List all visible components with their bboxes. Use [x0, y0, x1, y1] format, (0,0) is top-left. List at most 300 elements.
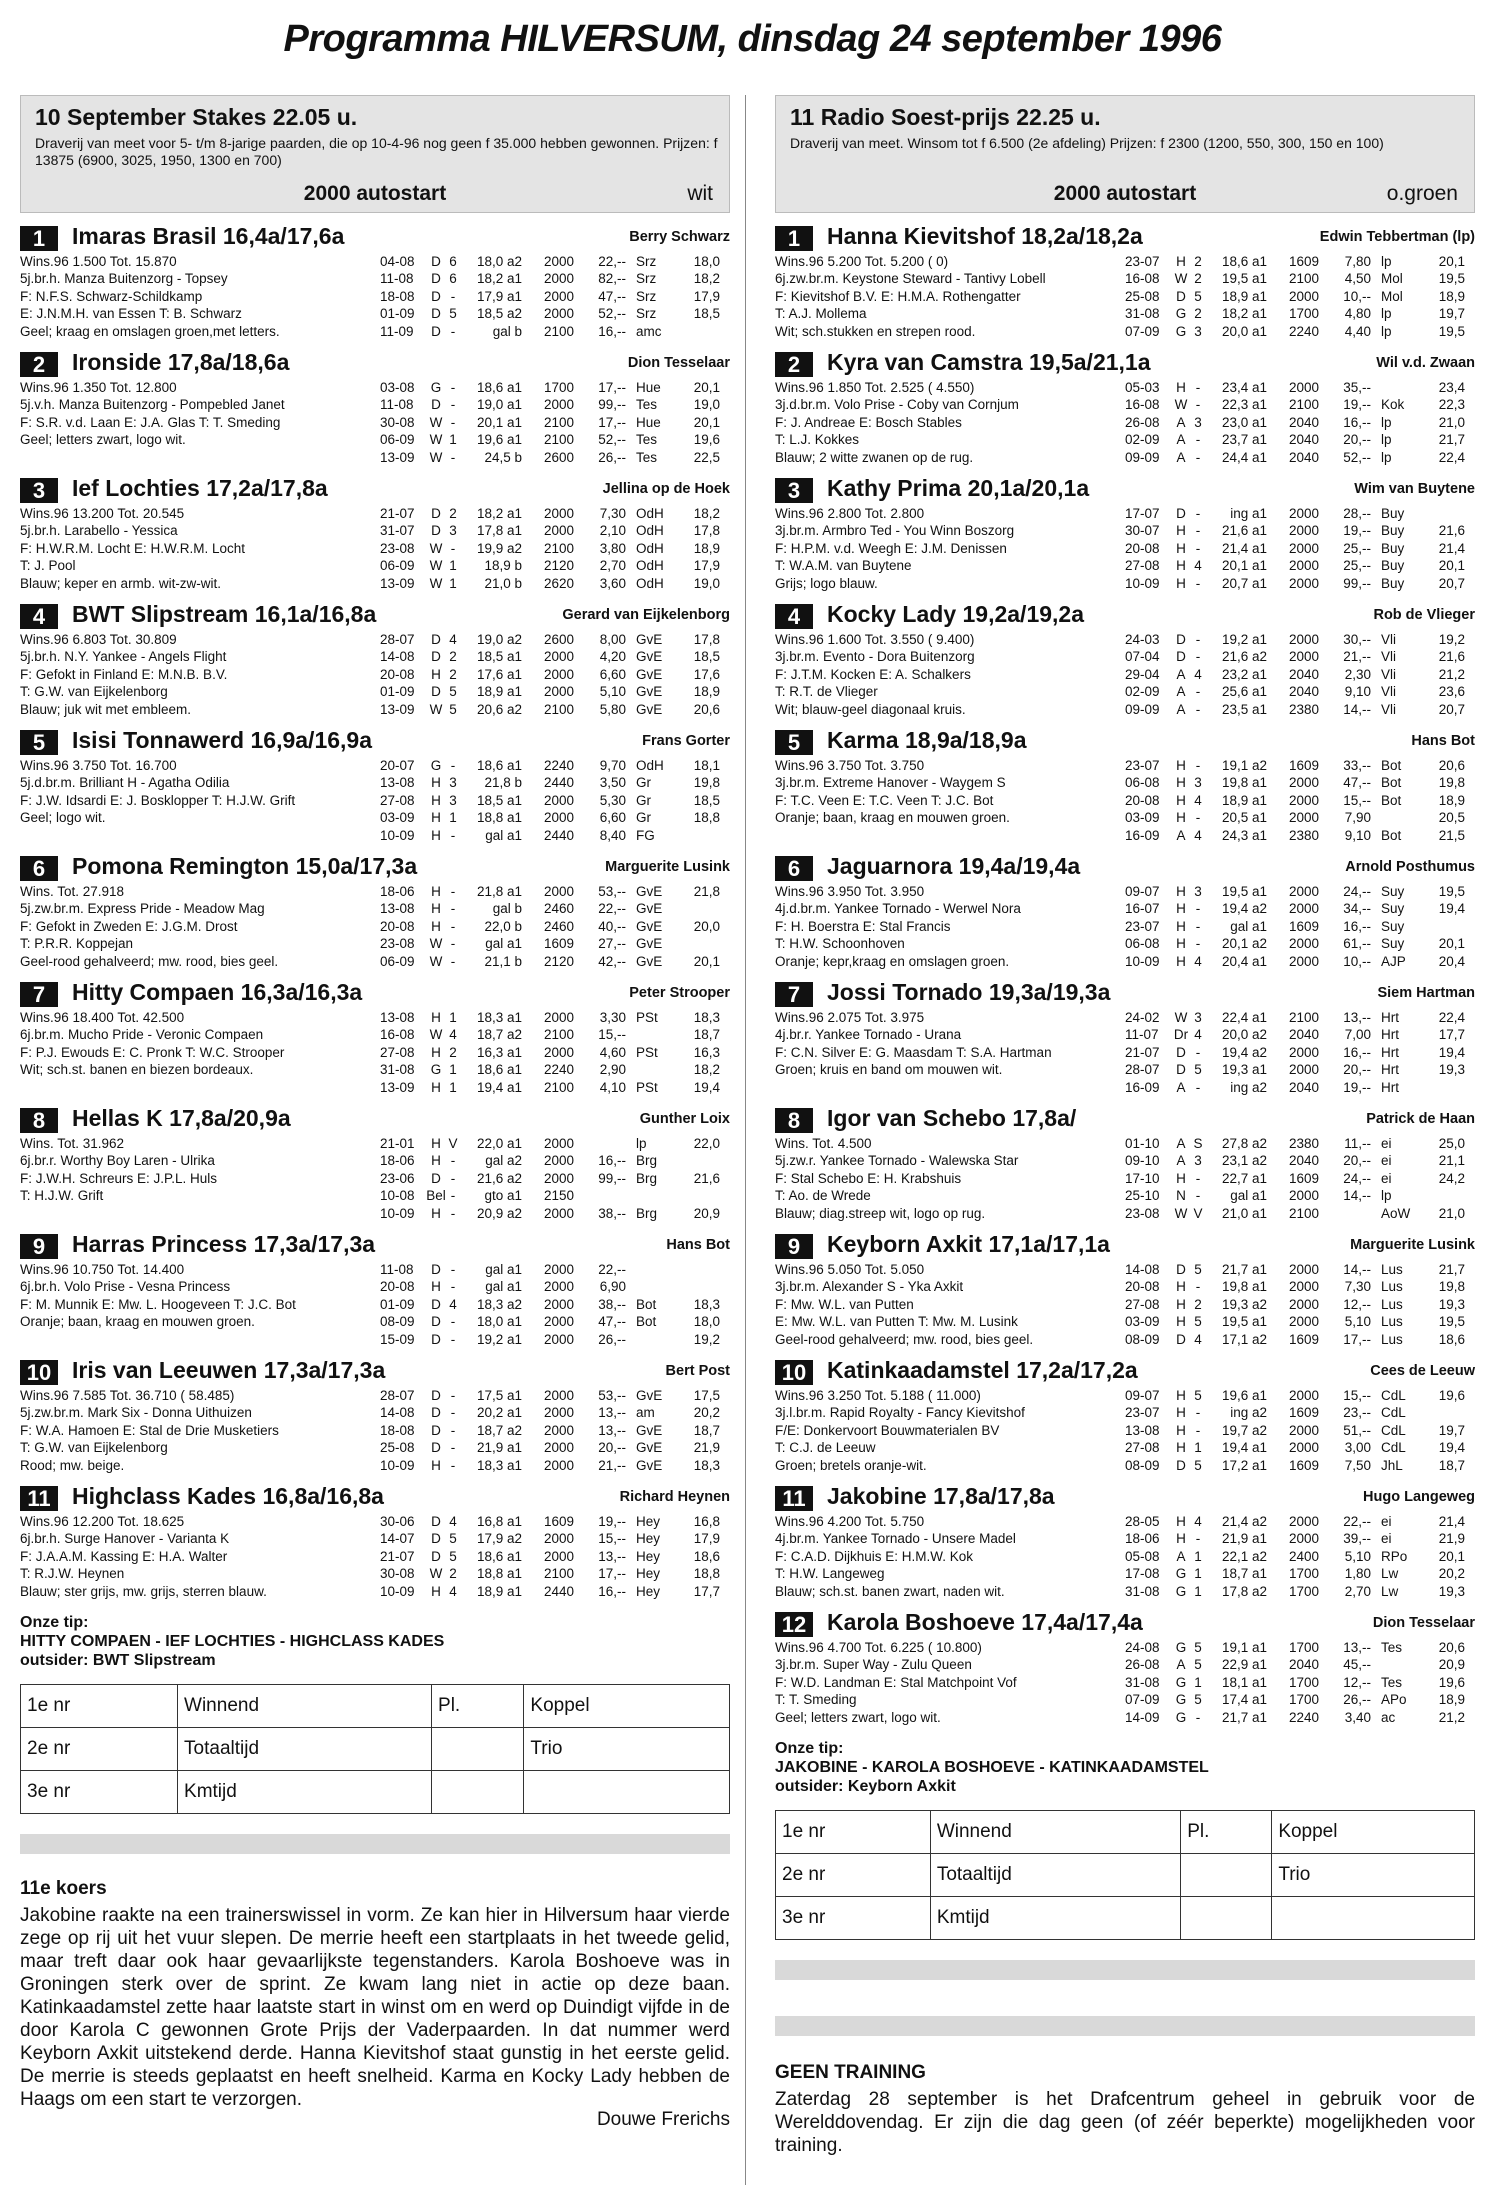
form-cell: 2000	[1288, 810, 1319, 826]
form-cell: 22,0	[693, 1136, 720, 1151]
form-cell: -	[1195, 540, 1201, 556]
form-cell: -	[1195, 1079, 1201, 1095]
form-row	[380, 522, 730, 539]
info-line: Wins.96 3.750 Tot. 16.700	[20, 758, 177, 773]
form-cell: 5,10	[1344, 1548, 1371, 1564]
info-line: F: J. Andreae E: Bosch Stables	[775, 414, 962, 430]
form-table	[380, 757, 730, 844]
bet-cell[interactable]	[1181, 1897, 1272, 1940]
horse-entry	[775, 1105, 1475, 1231]
form-cell: 19,5	[1438, 271, 1465, 287]
form-cell: H	[1176, 884, 1186, 899]
notice-title: GEEN TRAINING	[775, 2062, 926, 2083]
info-line: T: Ao. de Wrede	[775, 1188, 871, 1204]
form-cell: 2,90	[599, 1062, 626, 1078]
form-cell: 47,--	[598, 288, 626, 304]
form-row	[380, 900, 730, 917]
form-cell: -	[450, 953, 456, 969]
form-cell: 26-08	[1125, 414, 1160, 430]
horse-entry	[20, 853, 730, 979]
form-cell: 19,--	[598, 1514, 626, 1529]
form-cell: CdL	[1381, 1405, 1406, 1421]
form-cell: ei	[1381, 1170, 1392, 1186]
form-cell: 22,--	[598, 901, 626, 917]
form-cell: 20,1	[1438, 936, 1465, 952]
form-cell: 21,2	[1438, 1709, 1465, 1725]
form-cell: 18,6 a1	[1221, 254, 1267, 269]
form-cell: 2240	[543, 1062, 574, 1078]
form-cell: PSt	[636, 1079, 658, 1095]
form-cell: OdH	[636, 758, 664, 773]
form-cell: 01-10	[1125, 1136, 1160, 1151]
form-cell: 19,7	[1438, 1422, 1465, 1438]
form-row	[380, 1583, 730, 1600]
race-distance: 2000 autostart	[303, 182, 447, 205]
form-cell: -	[450, 1188, 456, 1204]
form-cell: -	[1195, 1170, 1201, 1186]
form-cell: 10,--	[1343, 953, 1371, 969]
form-row	[380, 792, 730, 809]
form-cell: 03-08	[380, 380, 415, 395]
form-cell: 21,6	[1438, 523, 1465, 539]
form-row	[380, 1439, 730, 1456]
form-cell: V	[448, 1136, 458, 1151]
info-line: Wins.96 5.200 Tot. 5.200 ( 0)	[775, 254, 949, 269]
bet-cell[interactable]: 3e nr	[21, 1771, 178, 1814]
form-cell: 22,4 a1	[1221, 1010, 1267, 1025]
form-cell: 61,--	[1343, 936, 1371, 952]
bet-cell[interactable]: Winnend	[178, 1685, 432, 1728]
form-cell: 4	[1194, 666, 1202, 682]
form-cell: 2000	[1288, 558, 1319, 574]
form-cell: 17,8	[693, 523, 720, 539]
form-cell: 25-10	[1125, 1188, 1160, 1204]
info-line: Groen; kruis en band om mouwen wit.	[775, 1062, 1003, 1078]
form-cell: 16-09	[1125, 827, 1160, 843]
form-cell: 22,4	[1438, 1010, 1465, 1025]
form-cell: 2000	[543, 1531, 574, 1547]
form-cell: W	[429, 558, 443, 574]
form-cell: Srz	[636, 288, 657, 304]
divider-bar	[775, 1960, 1475, 1980]
form-cell: -	[1195, 1044, 1201, 1060]
form-cell: 6,60	[599, 810, 626, 826]
form-cell: 1	[449, 810, 457, 826]
start-number: 6	[20, 856, 58, 881]
form-cell: 19,2	[693, 1331, 720, 1347]
form-cell: H	[431, 1136, 441, 1151]
form-cell: Tes	[1381, 1674, 1403, 1690]
form-cell: 2440	[543, 827, 574, 843]
form-cell: 99,--	[598, 1170, 626, 1186]
form-cell: 18,0	[693, 1314, 720, 1330]
bet-cell[interactable]: Winnend	[930, 1811, 1180, 1854]
form-cell: H	[431, 827, 441, 843]
form-cell: 2380	[1288, 1136, 1319, 1151]
bet-cell[interactable]	[1181, 1854, 1272, 1897]
form-cell: 18,7	[693, 1027, 720, 1043]
form-cell: 25,6 a1	[1221, 684, 1267, 700]
form-cell: D	[1176, 506, 1186, 521]
horse-entry	[775, 223, 1475, 349]
form-row	[380, 305, 730, 322]
form-cell: 2	[1194, 306, 1202, 322]
form-cell: 17,9 a1	[476, 288, 522, 304]
form-cell: 14-08	[1125, 1262, 1160, 1277]
form-cell: D	[1176, 1331, 1186, 1347]
form-cell	[1425, 1187, 1465, 1204]
form-cell: 10-09	[380, 1457, 415, 1473]
form-cell: 26-08	[1125, 1657, 1160, 1673]
form-cell	[680, 1152, 720, 1169]
form-cell: 2	[1194, 254, 1202, 269]
form-cell: 21,0 a1	[1221, 1205, 1267, 1221]
form-cell: 2040	[1288, 666, 1319, 682]
bet-cell[interactable]	[432, 1771, 524, 1814]
form-cell: -	[1195, 1531, 1201, 1547]
bet-cell[interactable]: Pl.	[1181, 1811, 1272, 1854]
bet-cell[interactable]: Koppel	[1272, 1811, 1475, 1854]
form-row	[1125, 953, 1475, 970]
tip-outsider: outsider: BWT Slipstream	[20, 1652, 216, 1669]
form-cell: 2040	[1288, 449, 1319, 465]
form-cell: 19,4	[693, 1079, 720, 1095]
driver-name: Wil v.d. Zwaan	[1376, 355, 1475, 371]
form-cell: 1609	[1288, 254, 1319, 269]
info-line: E: Mw. W.L. van Putten T: Mw. M. Lusink	[775, 1314, 1018, 1330]
form-cell: Gr	[636, 792, 651, 808]
form-cell: 18,0 a2	[476, 254, 522, 269]
form-cell: 2040	[1288, 414, 1319, 430]
form-row	[1125, 809, 1475, 826]
form-cell: 2120	[543, 558, 574, 574]
form-cell: 09-09	[1125, 449, 1160, 465]
info-line: F: T.C. Veen E: T.C. Veen T: J.C. Bot	[775, 792, 994, 808]
form-cell: 19,8	[1438, 1279, 1465, 1295]
form-table	[380, 1513, 730, 1600]
form-cell: 21-07	[380, 506, 415, 521]
form-cell: 1	[1194, 1548, 1202, 1564]
form-cell: 18,5	[693, 649, 720, 665]
form-cell: H	[1176, 558, 1186, 574]
form-cell: -	[450, 884, 456, 899]
form-row	[1125, 683, 1475, 700]
form-cell: 47,--	[598, 1314, 626, 1330]
form-cell: Kok	[1381, 397, 1405, 413]
form-cell: Hrt	[1381, 1079, 1399, 1095]
form-cell: 1609	[1288, 1405, 1319, 1421]
form-cell: 02-09	[1125, 684, 1160, 700]
form-cell: 4	[449, 1514, 457, 1529]
form-cell: 13-08	[380, 1010, 415, 1025]
form-cell: CdL	[1381, 1388, 1406, 1403]
form-row	[1125, 323, 1475, 340]
form-cell: W	[429, 1566, 443, 1582]
form-cell: Suy	[1381, 901, 1405, 917]
horse-entry	[20, 475, 730, 601]
form-cell: 2000	[543, 1279, 574, 1295]
bet-cell[interactable]: Totaaltijd	[930, 1854, 1180, 1897]
form-cell: 10-09	[380, 1205, 415, 1221]
form-cell: 2000	[1288, 1514, 1319, 1529]
form-cell: 20-08	[1125, 1279, 1160, 1295]
form-cell: 19,4	[1438, 1440, 1465, 1456]
form-cell: 33,--	[1343, 758, 1371, 773]
bet-cell[interactable]: Trio	[524, 1728, 730, 1771]
form-cell: 2000	[1288, 506, 1319, 521]
form-cell: 18,9 a1	[1221, 288, 1267, 304]
form-cell: -	[450, 918, 456, 934]
form-cell: 82,--	[598, 271, 626, 287]
form-cell: 99,--	[598, 397, 626, 413]
form-cell: 1609	[1288, 758, 1319, 773]
form-cell: 5	[1194, 1062, 1202, 1078]
driver-name: Hugo Langeweg	[1363, 1489, 1475, 1505]
info-line	[20, 449, 380, 466]
form-cell: Dr	[1173, 1027, 1189, 1043]
bet-cell[interactable]	[1272, 1897, 1475, 1940]
form-table	[1125, 379, 1475, 466]
form-cell: 39,--	[1343, 1531, 1371, 1547]
horse-info	[20, 1513, 380, 1600]
form-cell: 38,--	[598, 1205, 626, 1221]
form-table	[380, 505, 730, 592]
form-row	[1125, 288, 1475, 305]
horse-info	[775, 1261, 1135, 1348]
form-cell: 19,4 a1	[476, 1079, 522, 1095]
form-cell: 16,--	[598, 1583, 626, 1599]
form-cell: Hrt	[1381, 1062, 1399, 1078]
form-cell: 12,--	[1343, 1674, 1371, 1690]
form-row	[380, 774, 730, 791]
form-cell: 2040	[1288, 1657, 1319, 1673]
form-cell: -	[450, 380, 456, 395]
form-cell: 4,50	[1344, 271, 1371, 287]
form-cell: -	[450, 1170, 456, 1186]
form-cell: 18,9 a1	[476, 684, 522, 700]
bet-cell[interactable]: 2e nr	[776, 1854, 931, 1897]
info-line: 5j.v.h. Manza Buitenzorg - Pompebled Janet	[20, 397, 285, 413]
form-cell: 4	[449, 1583, 457, 1599]
form-cell: 28,--	[1343, 506, 1371, 521]
form-cell: 11,--	[1344, 1136, 1371, 1151]
start-number: 9	[20, 1234, 58, 1259]
form-cell: 4,10	[599, 1079, 626, 1095]
horse-info	[20, 1135, 380, 1222]
form-cell: 2000	[1288, 1422, 1319, 1438]
form-cell: V	[1193, 1205, 1203, 1221]
form-cell: 2000	[1288, 1531, 1319, 1547]
form-cell: W	[429, 449, 443, 465]
form-cell: 18,2	[693, 1062, 720, 1078]
bet-cell[interactable]: Totaaltijd	[178, 1728, 432, 1771]
start-number: 3	[775, 478, 813, 503]
form-cell: -	[1195, 901, 1201, 917]
bet-cell[interactable]: 1e nr	[776, 1811, 931, 1854]
form-cell	[626, 1026, 680, 1043]
horse-info	[20, 883, 380, 970]
bet-cell[interactable]: Pl.	[432, 1685, 524, 1728]
driver-name: Wim van Buytene	[1354, 481, 1475, 497]
form-cell: D	[431, 684, 441, 700]
form-cell: 21-01	[380, 1136, 415, 1151]
form-cell: ing a1	[1230, 506, 1267, 521]
form-cell: 1	[449, 432, 457, 448]
form-cell: 27,8 a2	[1221, 1136, 1267, 1151]
form-cell: Lus	[1381, 1314, 1403, 1330]
form-cell: 4,60	[599, 1044, 626, 1060]
article-text: Jakobine raakte na een trainerswissel in vorm. Ze kan hier in Hilversum haar vierde zege op rij uit het vuur slepen. De merrie heeft een startplaats in het tweede gelid, maar treft daar ook haar gevaarlijkste tegenstanders. Karola Boshoeve was in Groningen sterk over de sprint. Ze kwam lang niet in actie op deze baan. Katinkaadamstel zette haar laatste start in winst om en werd op Duindigt vijfde in de door Karola C gewonnen Grote Prijs der Vaderpaarden. In dat nummer werd Keyborn Axkit uitstekend derde. Hanna Kievitshof staat gunstig in het eerste gelid. De merrie is steeds geplaatst en heeft snelheid. Karma en Kocky Lady hebben de Haags om een start te verzorgen.	[20, 1905, 730, 2110]
form-row	[380, 701, 730, 718]
driver-name: Arnold Posthumus	[1345, 859, 1475, 875]
form-cell: 2,30	[1344, 666, 1371, 682]
bet-cell[interactable]: Kmtijd	[178, 1771, 432, 1814]
form-row	[380, 1187, 730, 1204]
form-cell: 20,9	[693, 1205, 720, 1221]
form-cell: GvE	[636, 649, 663, 665]
form-cell: 2120	[543, 953, 574, 969]
form-cell: -	[450, 1457, 456, 1473]
form-cell: Lus	[1381, 1262, 1403, 1277]
form-cell: 2000	[543, 884, 574, 899]
form-cell: Mol	[1381, 288, 1403, 304]
start-number: 4	[775, 604, 813, 629]
form-cell: 2000	[1288, 380, 1319, 395]
bet-cell[interactable]	[524, 1771, 730, 1814]
form-cell: 13,--	[598, 1405, 626, 1421]
form-row	[1125, 701, 1475, 718]
bet-cell[interactable]	[432, 1728, 524, 1771]
horse-name: Ief Lochties 17,2a/17,8a	[72, 475, 328, 501]
info-line: F: Gefokt in Zweden E: J.G.M. Drost	[20, 918, 238, 934]
form-cell: 2	[1194, 1296, 1202, 1312]
form-cell: 14,--	[1343, 1262, 1371, 1277]
form-row	[1125, 648, 1475, 665]
form-cell: PSt	[636, 1010, 658, 1025]
form-cell: Srz	[636, 271, 657, 287]
bet-cell[interactable]: Koppel	[524, 1685, 730, 1728]
form-cell: 9,10	[1344, 827, 1371, 843]
form-cell: Lus	[1381, 1296, 1403, 1312]
start-number: 10	[775, 1360, 813, 1385]
form-cell: -	[1195, 684, 1201, 700]
form-cell: -	[1195, 1405, 1201, 1421]
bet-cell[interactable]: 3e nr	[776, 1897, 931, 1940]
form-cell: D	[431, 1331, 441, 1347]
form-cell: 2000	[543, 1136, 574, 1151]
driver-name: Marguerite Lusink	[605, 859, 730, 875]
form-cell: W	[429, 575, 443, 591]
form-cell: 18,1 a1	[1221, 1674, 1267, 1690]
form-cell: 4	[449, 1296, 457, 1312]
form-cell: 18,6 a1	[476, 758, 522, 773]
form-cell: 20,0	[693, 918, 720, 934]
form-cell: 08-09	[1125, 1457, 1160, 1473]
horse-entry	[20, 727, 730, 853]
form-cell: 21,1	[1438, 1153, 1465, 1169]
horse-entry	[20, 601, 730, 727]
form-cell: ing a2	[1230, 1405, 1267, 1421]
form-row	[380, 1457, 730, 1474]
form-cell: 06-09	[380, 953, 415, 969]
form-cell: 21,9	[1438, 1531, 1465, 1547]
horse-info	[20, 1387, 380, 1474]
form-cell: -	[450, 1314, 456, 1330]
form-cell: 18,3 a2	[476, 1296, 522, 1312]
bet-cell[interactable]: 2e nr	[21, 1728, 178, 1771]
horse-entry	[20, 1231, 730, 1357]
form-cell: -	[450, 758, 456, 773]
form-cell	[680, 1261, 720, 1278]
form-cell: H	[1176, 540, 1186, 556]
form-cell: 2000	[543, 288, 574, 304]
form-row	[1125, 1205, 1475, 1222]
form-cell: 6,60	[599, 666, 626, 682]
form-cell: 29-04	[1125, 666, 1160, 682]
bet-cell[interactable]: Kmtijd	[930, 1897, 1180, 1940]
form-cell: 19,5 a1	[1221, 271, 1267, 287]
info-line: 3j.d.br.m. Volo Prise - Coby van Cornjum	[775, 397, 1019, 413]
form-cell: 18,7	[1438, 1457, 1465, 1473]
form-cell: 19,9 a2	[476, 540, 522, 556]
form-cell: 35,--	[1343, 380, 1371, 395]
form-row	[380, 414, 730, 431]
info-line: 6j.zw.br.m. Keystone Steward - Tantivy Lobell	[775, 271, 1046, 287]
form-cell: 19,5	[1438, 323, 1465, 339]
form-cell: 3,50	[599, 775, 626, 791]
horse-name: Kathy Prima 20,1a/20,1a	[827, 475, 1090, 501]
form-cell: 7,80	[1344, 254, 1371, 269]
bet-cell[interactable]: Trio	[1272, 1854, 1475, 1897]
form-row	[380, 449, 730, 466]
form-cell: A	[1176, 1657, 1186, 1673]
form-cell: 25,0	[1438, 1136, 1465, 1151]
form-cell: 23,--	[1343, 1405, 1371, 1421]
horse-entry	[20, 223, 730, 349]
form-cell: 18,6 a1	[476, 1548, 522, 1564]
form-cell: Vli	[1381, 684, 1397, 700]
form-cell: 16,--	[1343, 1044, 1371, 1060]
form-cell: Srz	[636, 254, 657, 269]
form-cell: GvE	[636, 918, 663, 934]
info-line: T: A.J. Mollema	[775, 306, 867, 322]
form-cell: 21,9	[693, 1440, 720, 1456]
form-cell: A	[1176, 432, 1186, 448]
start-number: 11	[20, 1486, 58, 1511]
form-row	[1125, 1026, 1475, 1043]
form-cell: W	[429, 1027, 443, 1043]
form-cell: 2000	[543, 254, 574, 269]
form-cell: 5	[449, 306, 457, 322]
form-cell: 52,--	[1343, 449, 1371, 465]
form-cell: 03-09	[380, 810, 415, 826]
form-cell: Bot	[1381, 775, 1402, 791]
horse-info	[775, 631, 1135, 718]
form-cell: GvE	[636, 1422, 663, 1438]
form-cell: 20,5 a1	[1221, 810, 1267, 826]
form-cell: 2440	[543, 1583, 574, 1599]
notice-text: Zaterdag 28 september is het Drafcentrum geheel in gebruik voor de Werelddovendag. Er zijn die dag geen (of zéér beperkte) mogelijkheden voor training.	[775, 2089, 1475, 2156]
info-line: Geel-rood gehalveerd; mw. rood, bies geel.	[20, 953, 279, 969]
form-cell: GvE	[636, 666, 663, 682]
bet-cell[interactable]: 1e nr	[21, 1685, 178, 1728]
form-cell: H	[1176, 901, 1186, 917]
form-cell: 19,2	[1438, 632, 1465, 647]
form-cell	[680, 1187, 720, 1204]
form-cell: 17,4 a1	[1221, 1692, 1267, 1708]
horse-info	[775, 379, 1135, 466]
form-table	[1125, 883, 1475, 970]
